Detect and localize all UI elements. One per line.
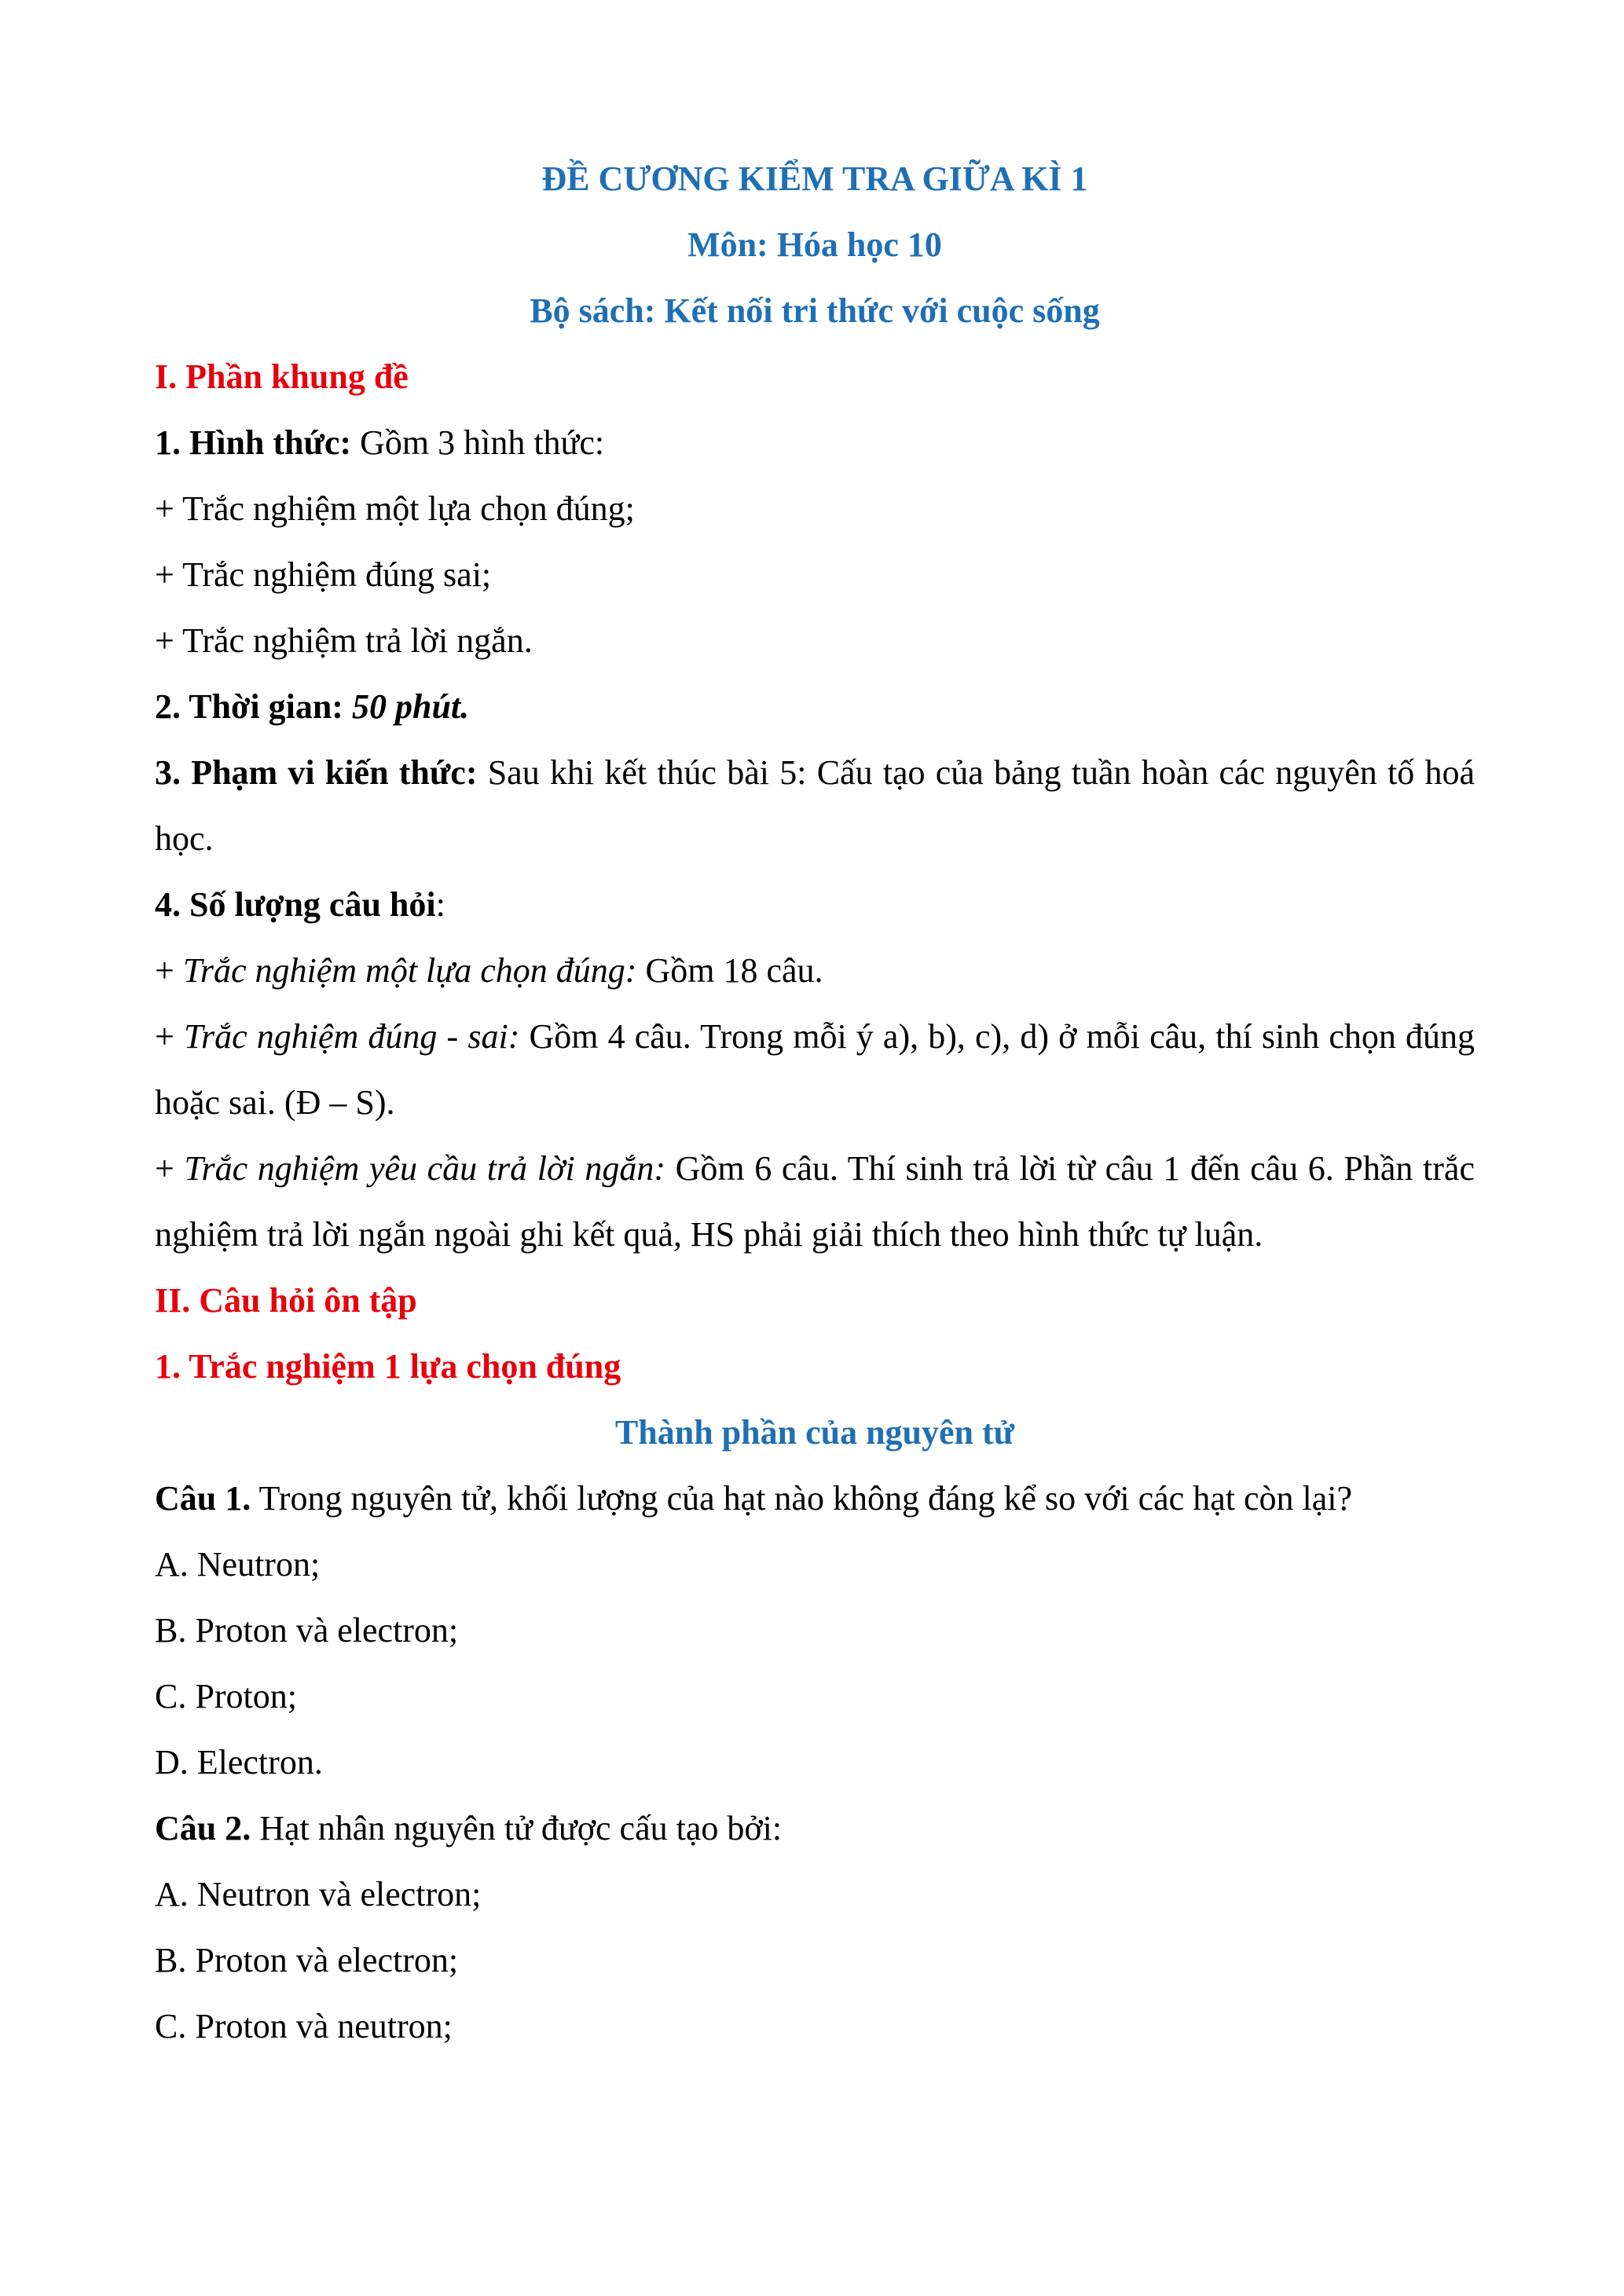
document-content	[155, 146, 1475, 2060]
count-item	[155, 938, 1475, 1004]
count-line	[155, 872, 1475, 938]
answer-option: A. Neutron;	[155, 1545, 321, 1584]
scope-text: Sau khi kết thúc bài 5: Cấu tạo của bảng tuần hoàn các nguyên tố hoá học.	[155, 753, 1475, 858]
form-item: + Trắc nghiệm trả lời ngắn.	[155, 621, 533, 660]
answer-option: C. Proton;	[155, 1677, 297, 1716]
question-text: Trong nguyên tử, khối lượng của hạt nào không đáng kể so với các hạt còn lại?	[251, 1479, 1352, 1518]
question-text: Hạt nhân nguyên tử được cấu tạo bởi:	[251, 1809, 783, 1847]
time-label: 2. Thời gian:	[155, 687, 352, 726]
count-label: 4. Số lượng câu hỏi	[155, 885, 436, 924]
question-label: Câu 2.	[155, 1809, 251, 1847]
topic-heading: Thành phần của nguyên tử	[614, 1413, 1015, 1452]
form-item: + Trắc nghiệm một lựa chọn đúng;	[155, 489, 635, 528]
form-label: 1. Hình thức:	[155, 423, 352, 462]
answer-option: D. Electron.	[155, 1743, 323, 1782]
question-2	[155, 1796, 1475, 1862]
answer-option: B. Proton và electron;	[155, 1611, 459, 1650]
count-item-prefix: +	[155, 1017, 184, 1056]
count-item	[155, 1004, 1475, 1136]
subject-line: Môn: Hóa học 10	[687, 225, 942, 264]
question-1	[155, 1466, 1475, 1532]
count-item-label: Trắc nghiệm yêu cầu trả lời ngắn:	[184, 1149, 665, 1188]
count-item-prefix: +	[155, 1149, 185, 1188]
answer-option: B. Proton và electron;	[155, 1941, 459, 1979]
scope-label: 3. Phạm vi kiến thức:	[155, 753, 478, 792]
count-item	[155, 1136, 1475, 1268]
form-line	[155, 410, 1475, 476]
scope-paragraph	[155, 740, 1475, 872]
count-item-text: Gồm 4 câu. Trong mỗi ý a), b), c), d) ở mỗi câu, thí sinh chọn đúng hoặc sai. (Đ – S).	[155, 1017, 1475, 1122]
time-value: 50 phút.	[351, 687, 470, 726]
form-item: + Trắc nghiệm đúng sai;	[155, 555, 492, 594]
count-item-prefix: +	[155, 951, 183, 990]
count-item-label: Trắc nghiệm đúng - sai:	[183, 1017, 520, 1056]
count-item-text: Gồm 6 câu. Thí sinh trả lời từ câu 1 đến câu 6. Phần trắc nghiệm trả lời ngắn ngoài ghi kết quả, HS phải giải thích theo hình thức tự luận.	[155, 1149, 1475, 1254]
answer-option: A. Neutron và electron;	[155, 1875, 482, 1913]
count-colon: :	[435, 885, 445, 924]
time-line	[155, 674, 1475, 740]
form-text: Gồm 3 hình thức:	[351, 423, 605, 462]
answer-option: C. Proton và neutron;	[155, 2007, 453, 2045]
book-line: Bộ sách: Kết nối tri thức với cuộc sống	[530, 291, 1100, 330]
question-label: Câu 1.	[155, 1479, 251, 1518]
section-heading-framework: I. Phần khung đề	[155, 357, 409, 396]
count-item-label: Trắc nghiệm một lựa chọn đúng:	[182, 951, 637, 990]
section-heading-review: II. Câu hỏi ôn tập	[155, 1281, 417, 1320]
subsection-heading-mcq: 1. Trắc nghiệm 1 lựa chọn đúng	[155, 1347, 621, 1386]
count-item-text: Gồm 18 câu.	[636, 951, 823, 990]
document-title: ĐỀ CƯƠNG KIỂM TRA GIỮA KÌ 1	[541, 159, 1088, 198]
